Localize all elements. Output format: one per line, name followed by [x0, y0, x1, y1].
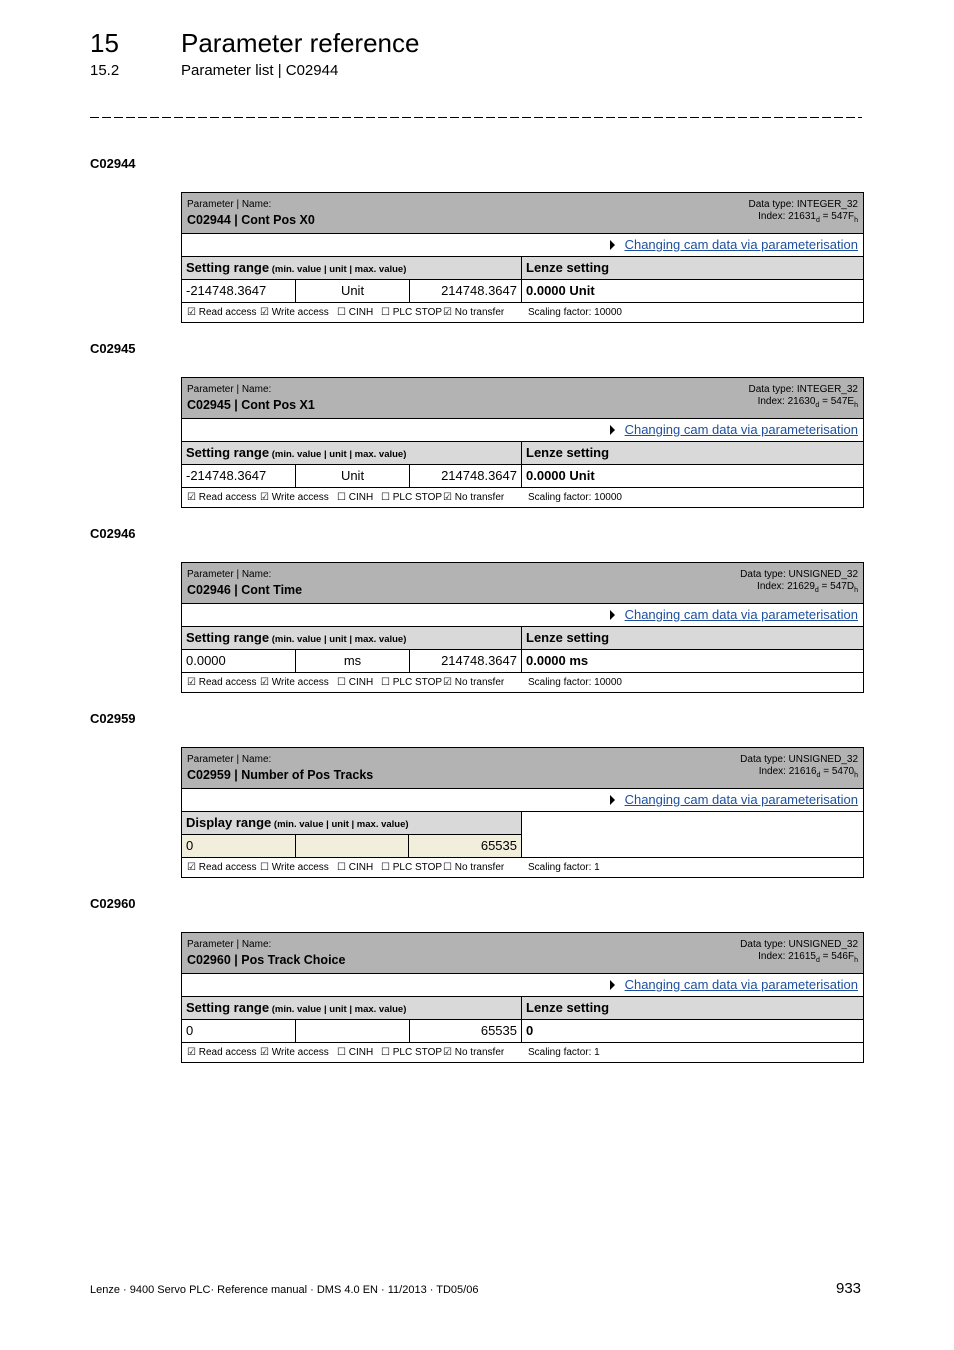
param-name: C02944 | Cont Pos X0 — [187, 213, 315, 227]
footer-text: Lenze · 9400 Servo PLC· Reference manual · DMS 4.0 EN · 11/2013 · TD05/06 — [90, 1284, 479, 1296]
table-header — [182, 563, 863, 604]
range-title: Setting range (min. value | unit | max. value) — [182, 257, 522, 279]
param-heading: C02944 — [90, 156, 136, 171]
table-header — [182, 933, 863, 974]
write-access: ☑ Write access — [260, 677, 329, 688]
scaling-factor: Scaling factor: 10000 — [528, 492, 622, 503]
plc-stop: ☐ PLC STOP — [381, 492, 443, 503]
write-access: ☐ Write access — [260, 862, 329, 873]
section-title: Parameter list | C02944 — [181, 62, 339, 79]
plc-stop: ☐ PLC STOP — [381, 307, 443, 318]
scaling-factor: Scaling factor: 1 — [528, 862, 600, 873]
table-header — [182, 748, 863, 789]
link-row — [182, 419, 863, 442]
param-heading: C02960 — [90, 896, 136, 911]
lenze-value: 0.0000 Unit — [526, 468, 595, 483]
chapter-title: Parameter reference — [181, 28, 420, 58]
param-label: Parameter | Name: — [187, 384, 272, 395]
parameter-table — [181, 192, 864, 323]
min-value: 0 — [182, 835, 296, 857]
data-type: Data type: UNSIGNED_32 — [740, 569, 858, 580]
cinh: ☐ CINH — [337, 1047, 374, 1058]
value-row — [182, 650, 863, 673]
max-value: 65535 — [409, 835, 521, 857]
cam-data-link[interactable]: Changing cam data via parameterisation — [624, 237, 858, 252]
range-header-row — [182, 997, 863, 1020]
range-block — [182, 812, 863, 858]
param-name: C02960 | Pos Track Choice — [187, 953, 346, 967]
data-type: Data type: INTEGER_32 — [748, 384, 858, 395]
arrow-right-icon — [610, 240, 615, 250]
value-row — [182, 835, 521, 857]
access-row — [182, 303, 863, 322]
cinh: ☐ CINH — [337, 862, 374, 873]
scaling-factor: Scaling factor: 1 — [528, 1047, 600, 1058]
param-name: C02945 | Cont Pos X1 — [187, 398, 315, 412]
cam-data-link[interactable]: Changing cam data via parameterisation — [624, 792, 858, 807]
read-access: ☑ Read access — [187, 307, 257, 318]
param-heading: C02946 — [90, 526, 136, 541]
no-transfer: ☑ No transfer — [443, 307, 505, 318]
cinh: ☐ CINH — [337, 677, 374, 688]
no-transfer: ☑ No transfer — [443, 677, 505, 688]
unit-value: ms — [296, 650, 410, 672]
lenze-setting-title: Lenze setting — [522, 997, 863, 1019]
value-row — [182, 465, 863, 488]
param-index: Index: $21631_d = 547F_h$ — [758, 211, 858, 224]
range-header-row — [182, 627, 863, 650]
min-value: 0.0000 — [182, 650, 296, 672]
read-access: ☑ Read access — [187, 492, 257, 503]
arrow-right-icon — [610, 425, 615, 435]
range-header-row — [182, 442, 863, 465]
range-left-column — [182, 812, 522, 857]
scaling-factor: Scaling factor: 10000 — [528, 307, 622, 318]
range-title: Display range (min. value | unit | max. value) — [182, 812, 521, 834]
range-title: Setting range (min. value | unit | max. value) — [182, 627, 522, 649]
access-row — [182, 1043, 863, 1062]
unit-value — [296, 1020, 410, 1042]
param-index: Index: $21630_d = 547E_h$ — [757, 396, 858, 409]
no-transfer: ☑ No transfer — [443, 1047, 505, 1058]
link-row — [182, 234, 863, 257]
plc-stop: ☐ PLC STOP — [381, 862, 443, 873]
scaling-factor: Scaling factor: 10000 — [528, 677, 622, 688]
lenze-setting-title: Lenze setting — [522, 257, 863, 279]
min-value: -214748.3647 — [182, 465, 296, 487]
read-access: ☑ Read access — [187, 862, 257, 873]
min-value: -214748.3647 — [182, 280, 296, 302]
data-type: Data type: UNSIGNED_32 — [740, 754, 858, 765]
unit-value — [296, 835, 410, 857]
table-header — [182, 193, 863, 234]
plc-stop: ☐ PLC STOP — [381, 677, 443, 688]
max-value: 214748.3647 — [410, 465, 522, 487]
param-index: Index: $21615_d = 546F_h$ — [758, 951, 858, 964]
arrow-right-icon — [610, 795, 615, 805]
lenze-value: 0.0000 ms — [526, 653, 589, 668]
param-label: Parameter | Name: — [187, 569, 272, 580]
cam-data-link[interactable]: Changing cam data via parameterisation — [624, 607, 858, 622]
param-heading: C02945 — [90, 341, 136, 356]
access-row — [182, 673, 863, 692]
min-value: 0 — [182, 1020, 296, 1042]
access-row — [182, 488, 863, 507]
read-access: ☑ Read access — [187, 1047, 257, 1058]
link-row — [182, 974, 863, 997]
range-right-column — [522, 812, 863, 857]
range-title: Setting range (min. value | unit | max. value) — [182, 997, 522, 1019]
arrow-right-icon — [610, 980, 615, 990]
max-value: 65535 — [410, 1020, 522, 1042]
parameter-table — [181, 562, 864, 693]
value-row — [182, 1020, 863, 1043]
write-access: ☑ Write access — [260, 492, 329, 503]
param-label: Parameter | Name: — [187, 754, 272, 765]
write-access: ☑ Write access — [260, 307, 329, 318]
max-value: 214748.3647 — [410, 280, 522, 302]
access-row — [182, 858, 863, 877]
param-label: Parameter | Name: — [187, 939, 272, 950]
link-row — [182, 604, 863, 627]
arrow-right-icon — [610, 610, 615, 620]
section-number: 15.2 — [90, 62, 120, 79]
param-label: Parameter | Name: — [187, 199, 272, 210]
value-row — [182, 280, 863, 303]
data-type: Data type: UNSIGNED_32 — [740, 939, 858, 950]
chapter-number: 15 — [90, 28, 119, 58]
unit-value: Unit — [296, 280, 410, 302]
param-index: Index: $21616_d = 5470_h$ — [758, 766, 858, 779]
lenze-setting-title: Lenze setting — [522, 442, 863, 464]
param-name: C02959 | Number of Pos Tracks — [187, 768, 374, 782]
unit-value: Unit — [296, 465, 410, 487]
cam-data-link[interactable]: Changing cam data via parameterisation — [624, 977, 858, 992]
plc-stop: ☐ PLC STOP — [381, 1047, 443, 1058]
lenze-setting-title: Lenze setting — [522, 627, 863, 649]
page-number: 933 — [836, 1280, 862, 1297]
range-title: Setting range (min. value | unit | max. value) — [182, 442, 522, 464]
max-value: 214748.3647 — [410, 650, 522, 672]
param-index: Index: $21629_d = 547D_h$ — [757, 581, 858, 594]
lenze-value: 0.0000 Unit — [526, 283, 595, 298]
no-transfer: ☑ No transfer — [443, 492, 505, 503]
cinh: ☐ CINH — [337, 307, 374, 318]
cam-data-link[interactable]: Changing cam data via parameterisation — [624, 422, 858, 437]
write-access: ☑ Write access — [260, 1047, 329, 1058]
lenze-value: 0 — [526, 1023, 534, 1038]
data-type: Data type: INTEGER_32 — [748, 199, 858, 210]
read-access: ☑ Read access — [187, 677, 257, 688]
range-header-row — [182, 257, 863, 280]
no-transfer: ☐ No transfer — [443, 862, 505, 873]
parameter-table — [181, 747, 864, 878]
parameter-table — [181, 377, 864, 508]
cinh: ☐ CINH — [337, 492, 374, 503]
link-row — [182, 789, 863, 812]
table-header — [182, 378, 863, 419]
param-heading: C02959 — [90, 711, 136, 726]
range-header-row — [182, 812, 521, 835]
param-name: C02946 | Cont Time — [187, 583, 303, 597]
parameter-table — [181, 932, 864, 1063]
